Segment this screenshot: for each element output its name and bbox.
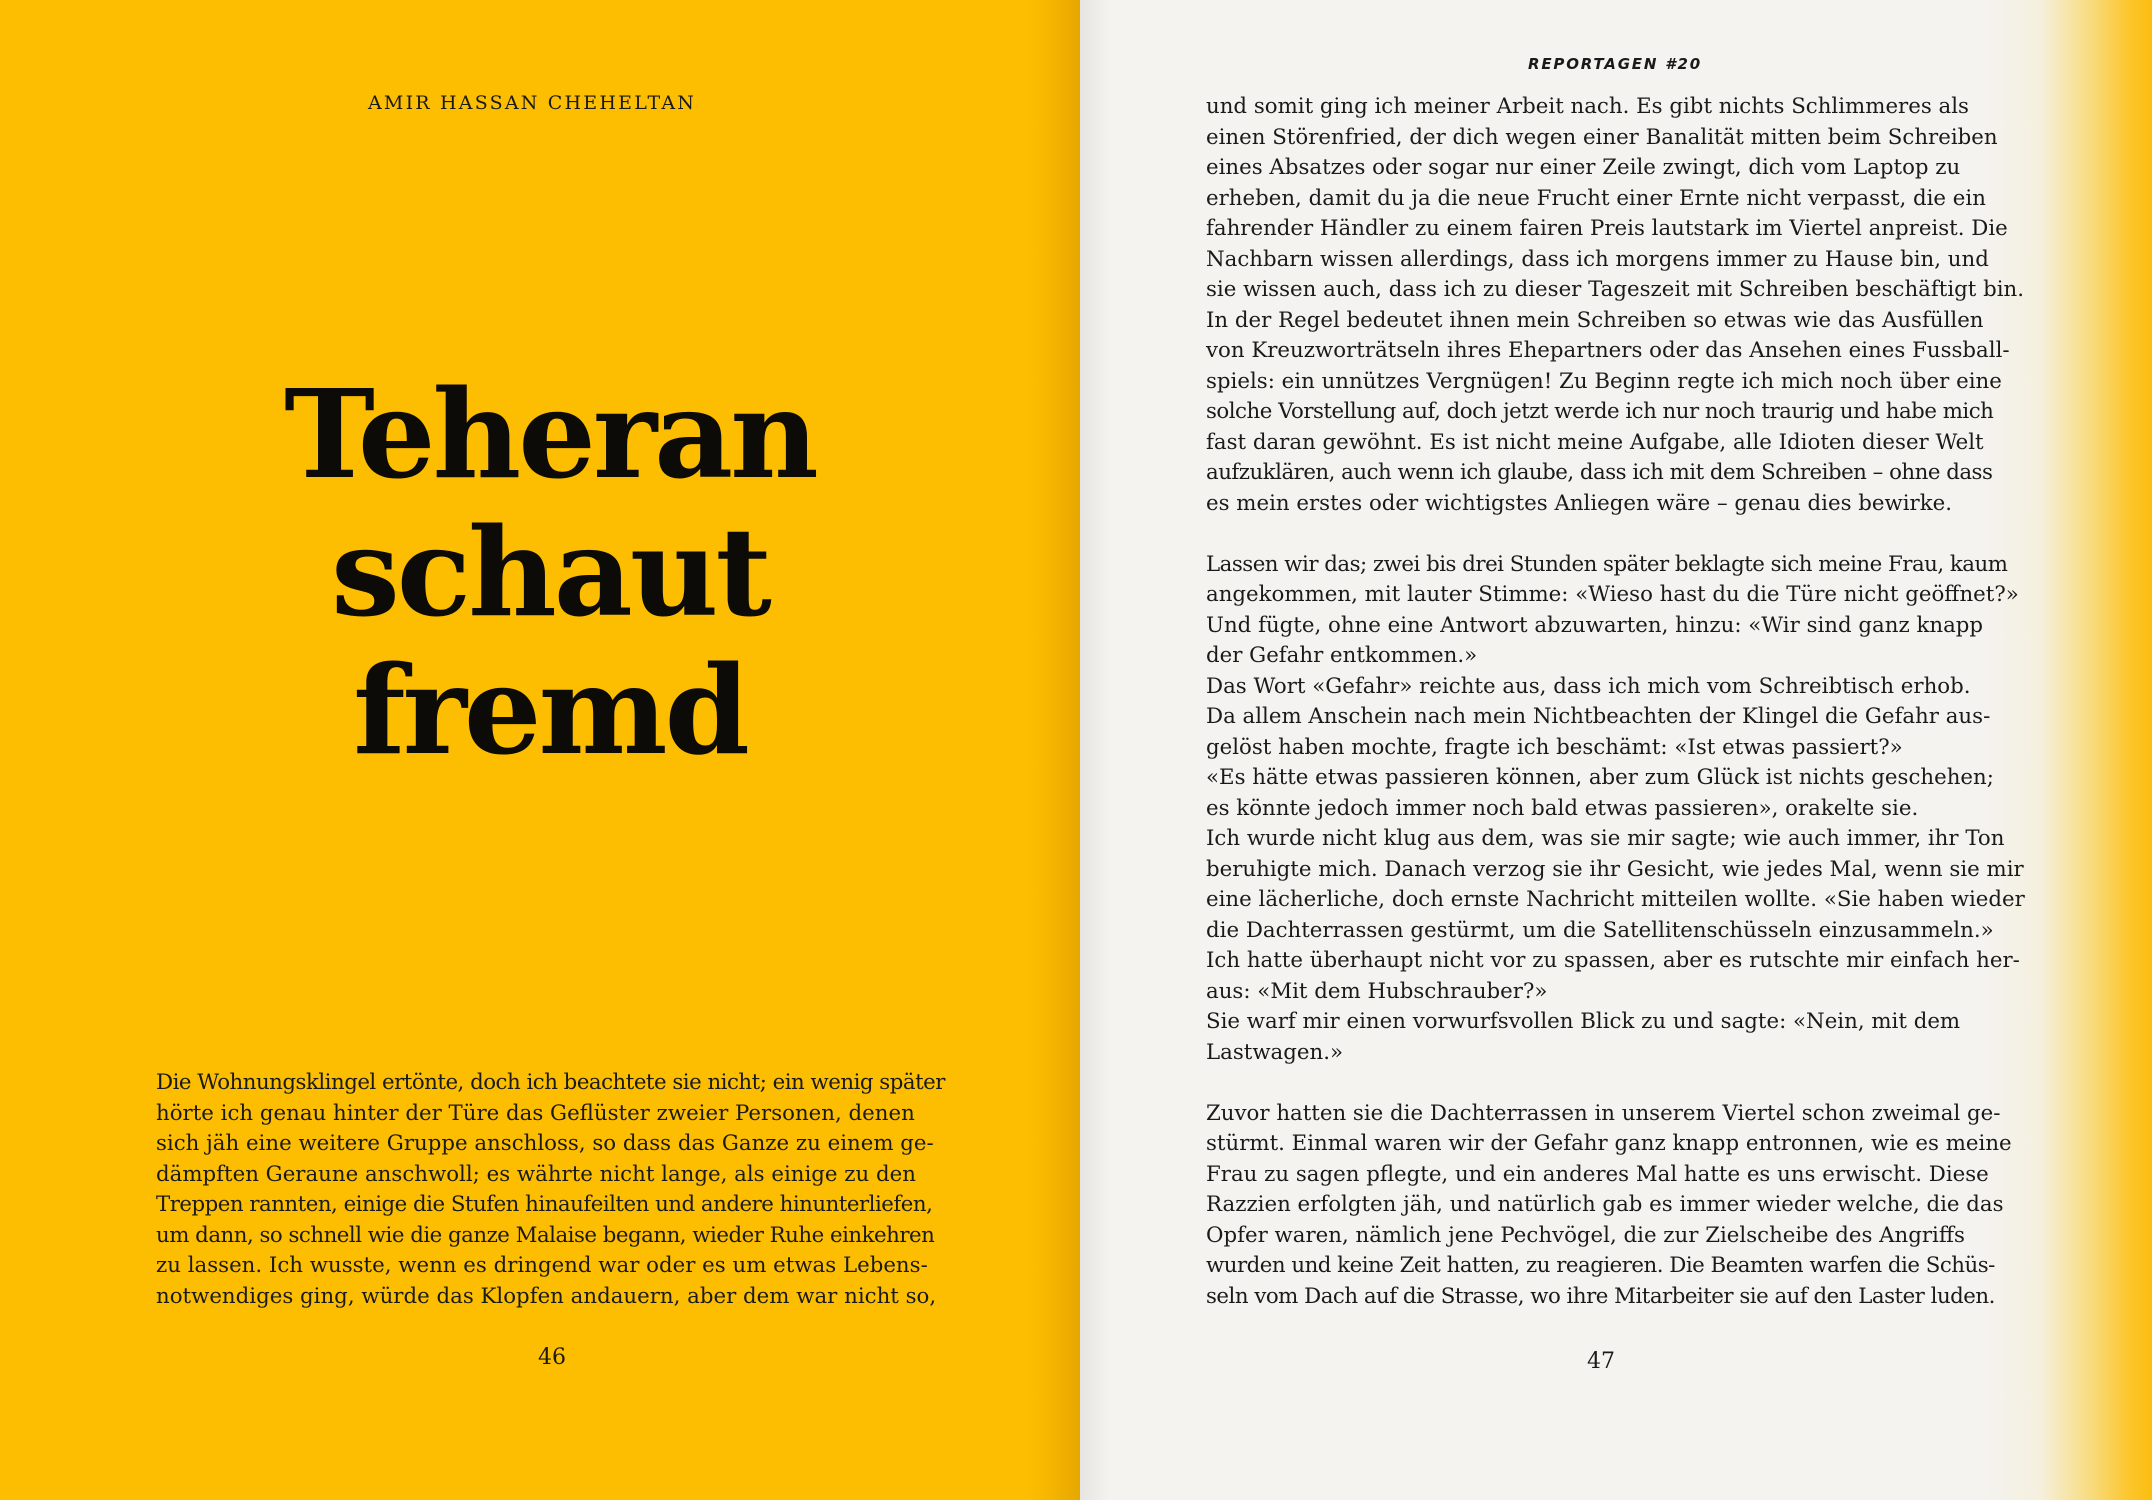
paragraph — [1206, 92, 2026, 519]
text-line: aus: «Mit dem Hubschrauber?» — [1206, 978, 1548, 1004]
text-line: Das Wort «Gefahr» reichte aus, dass ich mich vom Schreibtisch erhob. — [1206, 673, 1971, 699]
title-line: Teheran — [284, 362, 816, 506]
text-line: dämpften Geraune anschwoll; es währte nicht lange, als einige zu den — [156, 1161, 916, 1187]
text-line: Da allem Anschein nach mein Nichtbeachten der Klingel die Gefahr aus- — [1206, 704, 1991, 729]
article-title — [150, 362, 950, 782]
text-line: eine lächerliche, doch ernste Nachricht mitteilen wollte. «Sie haben wieder — [1206, 887, 2025, 912]
text-line: In der Regel bedeutet ihnen mein Schreiben so etwas wie das Ausfüllen — [1206, 307, 1984, 333]
text-line: Ich hatte überhaupt nicht vor zu spassen, aber es rutschte mir einfach her- — [1206, 948, 2020, 973]
text-line: um dann, so schnell wie die ganze Malaise begann, wieder Ruhe einkehren — [156, 1222, 935, 1248]
text-line: hörte ich genau hinter der Türe das Geflüster zweier Personen, denen — [156, 1100, 915, 1126]
text-line: seln vom Dach auf die Strasse, wo ihre Mitarbeiter sie auf den Laster luden. — [1206, 1283, 1995, 1309]
running-header: REPORTAGEN #20 — [1528, 55, 1702, 73]
text-line: sie wissen auch, dass ich zu dieser Tageszeit mit Schreiben beschäftigt bin. — [1206, 277, 2025, 302]
text-line: Zuvor hatten sie die Dachterrassen in unserem Viertel schon zweimal ge- — [1206, 1100, 2001, 1126]
text-line: fast daran gewöhnt. Es ist nicht meine Aufgabe, alle Idioten dieser Welt — [1206, 429, 1984, 455]
text-line: wurden und keine Zeit hatten, zu reagieren. Die Beamten warfen die Schüs- — [1206, 1253, 1995, 1278]
text-line: Die Wohnungsklingel ertönte, doch ich beachtete sie nicht; ein wenig später — [156, 1070, 945, 1095]
title-line: schaut — [331, 500, 769, 644]
paragraph-gap — [1206, 519, 2026, 550]
text-line: «Es hätte etwas passieren können, aber zum Glück ist nichts geschehen; — [1206, 765, 1994, 790]
text-line: angekommen, mit lauter Stimme: «Wieso hast du die Türe nicht geöffnet?» — [1206, 582, 2019, 607]
text-line: Opfer waren, nämlich jene Pechvögel, die zur Zielscheibe des Angriffs — [1206, 1222, 1965, 1248]
page-number-right: 47 — [1587, 1349, 1615, 1374]
text-line: aufzuklären, auch wenn ich glaube, dass ich mit dem Schreiben – ohne dass — [1206, 460, 1993, 485]
paragraph-gap — [1206, 1068, 2026, 1099]
paragraph — [1206, 1099, 2026, 1313]
text-line: Sie warf mir einen vorwurfsvollen Blick zu und sagte: «Nein, mit dem — [1206, 1009, 1961, 1034]
text-line: es könnte jedoch immer noch bald etwas passieren», orakelte sie. — [1206, 795, 1919, 821]
text-line: die Dachterrassen gestürmt, um die Satellitenschüsseln einzusammeln.» — [1206, 917, 1994, 943]
text-line: zu lassen. Ich wusste, wenn es dringend war oder es um etwas Lebens- — [156, 1253, 928, 1278]
text-line: erheben, damit du ja die neue Frucht einer Ernte nicht verpasst, die ein — [1206, 185, 1986, 211]
title-line: fremd — [353, 638, 747, 782]
text-line: Razzien erfolgten jäh, und natürlich gab es immer wieder welche, die das — [1206, 1192, 2004, 1217]
text-line: Nachbarn wissen allerdings, dass ich morgens immer zu Hause bin, und — [1206, 246, 1989, 272]
text-line: fahrender Händler zu einem fairen Preis lautstark im Viertel anpreist. Die — [1206, 216, 2008, 241]
author-name: AMIR HASSAN CHEHELTAN — [368, 92, 697, 114]
text-line: Und fügte, ohne eine Antwort abzuwarten, hinzu: «Wir sind ganz knapp — [1206, 612, 1984, 638]
text-line: notwendiges ging, würde das Klopfen andauern, aber dem war nicht so, — [156, 1283, 937, 1309]
text-line: von Kreuzworträtseln ihres Ehepartners oder das Ansehen eines Fussball- — [1206, 338, 2010, 363]
text-line: stürmt. Einmal waren wir der Gefahr ganz knapp entronnen, wie es meine — [1206, 1131, 2012, 1156]
text-line: spiels: ein unnützes Vergnügen! Zu Beginn regte ich mich noch über eine — [1206, 368, 2002, 394]
text-line: eines Absatzes oder sogar nur einer Zeile zwingt, dich vom Laptop zu — [1206, 155, 1961, 180]
right-body-text — [1206, 92, 2026, 1312]
text-line: einen Störenfried, der dich wegen einer Banalität mitten beim Schreiben — [1206, 124, 1998, 150]
text-line: Frau zu sagen pflegte, und ein anderes Mal hatte es uns erwischt. Diese — [1206, 1161, 1989, 1187]
text-line: beruhigte mich. Danach verzog sie ihr Gesicht, wie jedes Mal, wenn sie mir — [1206, 856, 2024, 882]
text-line: der Gefahr entkommen.» — [1206, 643, 1478, 668]
text-line: solche Vorstellung auf, doch jetzt werde ich nur noch traurig und habe mich — [1206, 399, 1994, 424]
text-line: sich jäh eine weitere Gruppe anschloss, so dass das Ganze zu einem ge- — [156, 1131, 934, 1156]
text-line: Treppen rannten, einige die Stufen hinaufeilten und andere hinunterliefen, — [156, 1192, 933, 1217]
paragraph — [1206, 550, 2026, 1069]
page-number-left: 46 — [538, 1345, 566, 1370]
text-line: Lassen wir das; zwei bis drei Stunden später beklagte sich meine Frau, kaum — [1206, 551, 2008, 577]
gutter-shadow — [1040, 0, 1080, 1500]
text-line: und somit ging ich meiner Arbeit nach. Es gibt nichts Schlimmeres als — [1206, 94, 1969, 119]
text-line: es mein erstes oder wichtigstes Anliegen wäre – genau dies bewirke. — [1206, 490, 1953, 516]
text-line: Ich wurde nicht klug aus dem, was sie mir sagte; wie auch immer, ihr Ton — [1206, 826, 2005, 851]
text-line: Lastwagen.» — [1206, 1039, 1344, 1065]
left-body-text — [156, 1068, 956, 1312]
text-line: gelöst haben mochte, fragte ich beschämt: «Ist etwas passiert?» — [1206, 734, 1903, 760]
